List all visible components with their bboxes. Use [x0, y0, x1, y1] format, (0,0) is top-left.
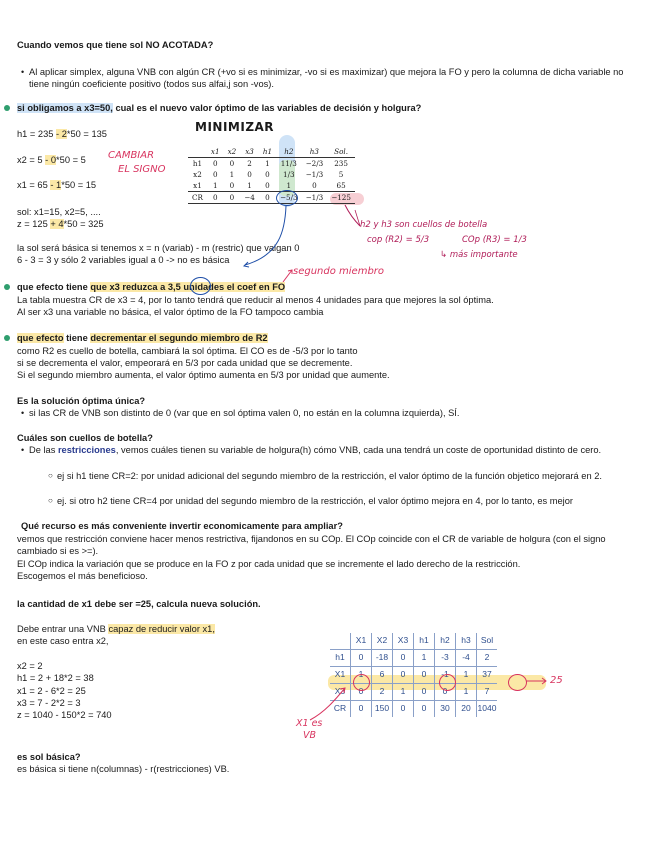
table-cell: 5: [338, 169, 344, 179]
sub-bullet: ○: [48, 496, 53, 505]
table-cell: 1: [247, 180, 252, 190]
bullet: •: [21, 408, 25, 418]
table-header-cell: x1: [207, 146, 224, 158]
table-cell: 0: [212, 158, 218, 168]
table-cell: CR: [330, 701, 351, 718]
table-cell: −2/3: [305, 158, 324, 168]
section-title-no-acotada: Cuando vemos que tiene sol NO ACOTADA?: [17, 40, 214, 50]
question-x3-50: si obligamos a x3=50, cual es el nuevo valor óptimo de las variables de decisión y holgura?: [17, 103, 422, 113]
note-x1-es: X1 es: [296, 718, 323, 729]
table-cell: 0: [351, 701, 372, 718]
table-cell: 11/3: [280, 158, 297, 168]
reduce-line-2: Al ser x3 una variable no básica, el valor óptimo de la FO tampoco cambia: [17, 307, 324, 317]
table-cell: 7: [477, 684, 498, 701]
table-cell: 65: [336, 180, 346, 190]
table-cell: −1/3: [302, 192, 328, 204]
table-cell: 1: [351, 667, 372, 684]
table-header-cell: h1: [414, 633, 435, 650]
table-cell: -3: [435, 650, 456, 667]
note-cop-r2: cop (R2) = 5/3: [367, 235, 430, 245]
table-cell: -18: [372, 650, 393, 667]
bullet: •: [21, 67, 25, 77]
table-cell: 1: [286, 180, 292, 190]
eq-z: z = 125 + 4*50 = 325: [17, 219, 104, 229]
decr-line-1: como R2 es cuello de botella, cambiará la sol óptima. El CO es de -5/3 por lo tanto: [17, 346, 358, 356]
table-cell: 20: [456, 701, 477, 718]
eq-x2: x2 = 5 - 0*50 = 5: [17, 155, 86, 165]
eq-x1: x1 = 65 - 1*50 = 15: [17, 180, 97, 190]
section-title-x1-25: la cantidad de x1 debe ser =25, calcula nueva solución.: [17, 599, 261, 609]
table-cell: 0: [435, 684, 456, 701]
sol-basica-text: es básica si tiene n(columnas) - r(restricciones) VB.: [17, 764, 230, 774]
eq-line: z = 1040 - 150*2 = 740: [17, 710, 112, 721]
section-title-sol-basica: es sol básica?: [17, 752, 81, 762]
x1-25-line-2: en este caso entra x2,: [17, 636, 109, 646]
eq-line: x2 = 2: [17, 661, 43, 671]
table-cell: 0: [259, 192, 276, 204]
no-acotada-text: Al aplicar simplex, alguna VNB con algún CR (+vo si es minimizar, -vo si es maximizar) que mejora la FO y pero la columna de dicha variable no tiene ningún coeficiente positivo (todos sus alfai,j son -vos).: [29, 67, 624, 90]
eq-line: x3 = 7 - 2*2 = 3: [17, 697, 81, 708]
table-header-cell: h3: [302, 146, 328, 158]
table-cell: 0: [414, 701, 435, 718]
basic-line-1: la sol será básica si tenemos x = n (variab) - m (restric) que valgan 0: [17, 243, 300, 253]
table-cell: x1: [193, 180, 202, 190]
table-header-cell: X1: [351, 633, 372, 650]
table-cell: 2: [477, 650, 498, 667]
table-cell: 30: [435, 701, 456, 718]
table-cell: −125: [327, 192, 355, 204]
table-cell: 0: [312, 180, 317, 190]
table-cell: 1: [393, 684, 414, 701]
cuellos-sub-1: ej si h1 tiene CR=2: por unidad adicional del segundo miembro de la restricción, el valor óptimo de la función objetico mejorará en 2.: [57, 471, 602, 481]
table-cell: -1: [435, 667, 456, 684]
table-header-cell: x2: [224, 146, 241, 158]
table-cell: 0: [414, 667, 435, 684]
recurso-line-2: El COp indica la variación que se produce en la FO z por cada unidad que se incremente el lado derecho de la restricción.: [17, 559, 521, 569]
table-cell: 6: [372, 667, 393, 684]
unica-text: si las CR de VNB son distinto de 0 (var que en sol óptima valen 0, no están en la columna izquierda), SÍ.: [29, 408, 460, 418]
table-header-cell: x3: [240, 146, 259, 158]
table-cell: 1: [265, 158, 270, 168]
sub-bullet: ○: [48, 471, 53, 480]
table-cell: 0: [351, 650, 372, 667]
table-cell: 1: [212, 180, 218, 190]
table-cell: h1: [192, 158, 203, 168]
table-cell: 0: [224, 192, 241, 204]
note-cuellos: h2 y h3 son cuellos de botella: [360, 220, 488, 230]
table-cell: −5/3: [276, 192, 302, 204]
table-cell: 1: [456, 684, 477, 701]
table-cell: 1: [229, 169, 235, 179]
section-title-cuellos: Cuáles son cuellos de botella?: [17, 433, 153, 443]
table-header-cell: X3: [393, 633, 414, 650]
table-cell: 150: [372, 701, 393, 718]
table-header-cell: h1: [259, 146, 276, 158]
eq-h1: h1 = 235 - 2*50 = 135: [17, 129, 107, 139]
table-cell: CR: [188, 192, 207, 204]
table-cell: 0: [229, 158, 235, 168]
reduce-line-1: La tabla muestra CR de x3 = 4, por lo tanto tendrá que reducir al menos 4 unidades para que mejores la sol óptima.: [17, 295, 494, 305]
note-importante: ↳ más importante: [440, 250, 518, 260]
x1-25-line-1: Debe entrar una VNB capaz de reducir valor x1,: [17, 624, 215, 634]
note-cop-r3: COp (R3) = 1/3: [462, 235, 527, 245]
eq-line: h1 = 2 + 18*2 = 38: [17, 673, 94, 684]
cuellos-sub-2: ej. si otro h2 tiene CR=4 por unidad del segundo miembro de la restricción, el valor óptimo mejora en 4, por lo tanto, es mejor: [57, 496, 573, 506]
table-cell: 0: [393, 667, 414, 684]
question-decrementar: que efecto tiene decrementar el segundo miembro de R2: [17, 333, 268, 343]
question-x3-reduce: que efecto tiene que x3 reduzca a 3,5 unidades el coef en FO: [17, 282, 286, 292]
recurso-line-1: vemos que restricción conviene hacer menos restrictiva, fijandonos en su COp. El COp coincide con el CR de variable de holgura (con el signo cambiado si es >=).: [17, 534, 606, 557]
eq-line: x1 = 2 - 6*2 = 25: [17, 685, 86, 696]
table-header-cell: Sol: [477, 633, 498, 650]
solution-line: sol: x1=15, x2=5, ....: [17, 207, 101, 217]
table-cell: 0: [265, 169, 270, 179]
table-cell: 1: [414, 650, 435, 667]
table-cell: X3: [330, 684, 351, 701]
bullet: •: [21, 445, 25, 455]
table-header-cell: X2: [372, 633, 393, 650]
table-cell: 0: [229, 180, 235, 190]
table-cell: -4: [456, 650, 477, 667]
table-cell: h1: [330, 650, 351, 667]
note-25: 25: [550, 675, 563, 686]
table-cell: 0: [393, 701, 414, 718]
table-cell: 0: [414, 684, 435, 701]
basic-line-2: 6 - 3 = 3 y sólo 2 variables igual a 0 -> no es básica: [17, 255, 230, 265]
table-cell: X1: [330, 667, 351, 684]
decr-line-2: si se decrementa el valor, empeorará en 5/3 por cada unidad que se decremente.: [17, 358, 353, 368]
section-title-unica: Es la solución óptima única?: [17, 396, 146, 406]
table-cell: 2: [247, 158, 252, 168]
table-header-cell: Sol.: [327, 146, 355, 158]
table-cell: 0: [212, 169, 218, 179]
table-cell: 235: [334, 158, 348, 168]
table-cell: 0: [265, 180, 270, 190]
note-cambiar: CAMBIAR: [108, 150, 155, 161]
table-cell: 0: [351, 684, 372, 701]
note-el-signo: EL SIGNO: [118, 164, 166, 175]
table-cell: 37: [477, 667, 498, 684]
cuellos-text: De las restricciones, vemos cuáles tienen su variable de holgura(h) cómo VNB, cada una tendrá un coste de oportunidad distinto de cero.: [29, 445, 602, 455]
table-header-cell: h2: [435, 633, 456, 650]
table-header-cell: h2: [276, 146, 302, 158]
table-cell: 1040: [477, 701, 498, 718]
recurso-line-3: Escogemos el más beneficioso.: [17, 571, 148, 581]
table-cell: −4: [240, 192, 259, 204]
table-header-cell: h3: [456, 633, 477, 650]
table-cell: −1/3: [305, 169, 324, 179]
table-cell: 2: [372, 684, 393, 701]
table-cell: 0: [247, 169, 252, 179]
table-cell: 0: [393, 650, 414, 667]
note-segundo-miembro: segundo miembro: [293, 266, 385, 277]
decr-line-3: Si el segundo miembro aumenta, el valor óptimo aumenta en 5/3 por unidad que aumente.: [17, 370, 390, 380]
section-title-recurso: Qué recurso es más conveniente invertir economicamente para ampliar?: [21, 521, 343, 531]
table-cell: 1/3: [283, 169, 295, 179]
note-vb: VB: [303, 730, 317, 741]
note-minimizar: MINIMIZAR: [195, 120, 275, 134]
table-cell: 1: [456, 667, 477, 684]
table-cell: 0: [207, 192, 224, 204]
table-cell: x2: [193, 169, 202, 179]
